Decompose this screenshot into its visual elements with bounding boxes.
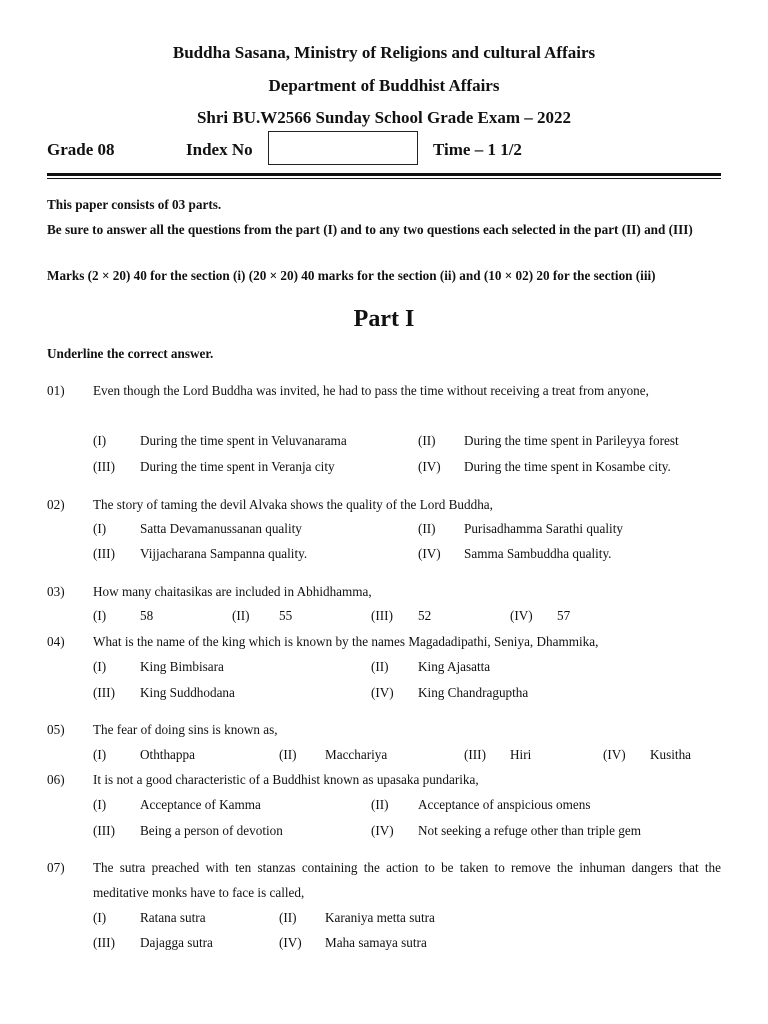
- option-text[interactable]: During the time spent in Veranja city: [140, 459, 335, 474]
- option-text[interactable]: Samma Sambuddha quality.: [464, 546, 612, 561]
- option-text[interactable]: Not seeking a refuge other than triple gem: [418, 823, 642, 838]
- option-label: (III): [371, 608, 393, 623]
- question-number: 06): [47, 772, 65, 787]
- option-label: (IV): [418, 546, 441, 561]
- header-ministry: Buddha Sasana, Ministry of Religions and cultural Affairs: [172, 43, 596, 62]
- directive: Underline the correct answer.: [47, 346, 214, 361]
- time-label: Time – 1 1/2: [433, 140, 522, 159]
- question-stem: The sutra preached with ten stanzas containing the action to be taken to remove the inhuman dangers that the meditative monks have to face is called,: [93, 860, 721, 900]
- option-label: (IV): [418, 459, 441, 474]
- option-label: (II): [418, 521, 436, 536]
- instruction-answer: Be sure to answer all the questions from the part (I) and to any two questions each selected in the part (II) and (III): [47, 222, 693, 237]
- question-number: 01): [47, 383, 65, 398]
- question-number: 02): [47, 497, 65, 512]
- question-number: 05): [47, 722, 65, 737]
- option-label: (II): [371, 659, 389, 674]
- option-label: (II): [371, 797, 389, 812]
- header-department: Department of Buddhist Affairs: [268, 76, 500, 95]
- option-label: (IV): [279, 935, 302, 950]
- option-label: (I): [93, 608, 107, 623]
- option-label: (I): [93, 910, 107, 925]
- option-text[interactable]: Maha samaya sutra: [325, 935, 427, 950]
- option-text[interactable]: Ratana sutra: [140, 910, 206, 925]
- option-text[interactable]: During the time spent in Veluvanarama: [140, 433, 347, 448]
- question-stem: It is not a good characteristic of a Buddhist known as upasaka pundarika,: [93, 772, 479, 787]
- instruction-parts: This paper consists of 03 parts.: [47, 197, 222, 212]
- option-label: (III): [464, 747, 486, 762]
- question-stem: The story of taming the devil Alvaka shows the quality of the Lord Buddha,: [93, 497, 493, 512]
- option-label: (III): [93, 823, 115, 838]
- option-text[interactable]: 55: [279, 608, 293, 623]
- option-label: (II): [279, 747, 297, 762]
- question-stem: The fear of doing sins is known as,: [93, 722, 278, 737]
- option-label: (IV): [510, 608, 533, 623]
- option-text[interactable]: Dajagga sutra: [140, 935, 213, 950]
- option-label: (III): [93, 546, 115, 561]
- question-number: 07): [47, 860, 65, 875]
- option-label: (III): [93, 459, 115, 474]
- option-text[interactable]: Vijjacharana Sampanna quality.: [140, 546, 308, 561]
- question-number: 03): [47, 584, 65, 599]
- part-title: Part I: [353, 306, 415, 332]
- option-label: (II): [418, 433, 436, 448]
- option-text[interactable]: Oththappa: [140, 747, 195, 762]
- header-divider-thick: [47, 173, 721, 176]
- option-text[interactable]: Being a person of devotion: [140, 823, 283, 838]
- option-text[interactable]: Acceptance of Kamma: [140, 797, 261, 812]
- option-text[interactable]: 58: [140, 608, 154, 623]
- header-exam-title: Shri BU.W2566 Sunday School Grade Exam – 2022: [196, 108, 572, 127]
- option-label: (III): [93, 685, 115, 700]
- grade-label: Grade 08: [47, 140, 115, 159]
- option-label: (I): [93, 433, 107, 448]
- option-text[interactable]: During the time spent in Parileyya forest: [464, 433, 679, 448]
- option-label: (II): [232, 608, 250, 623]
- option-label: (I): [93, 747, 107, 762]
- option-text[interactable]: King Bimbisara: [140, 659, 224, 674]
- question-stem: What is the name of the king which is known by the names Magadadipathi, Seniya, Dhammika,: [93, 634, 599, 649]
- index-number-field[interactable]: [268, 131, 418, 165]
- option-text[interactable]: King Suddhodana: [140, 685, 235, 700]
- option-text[interactable]: 52: [418, 608, 432, 623]
- option-text[interactable]: King Ajasatta: [418, 659, 491, 674]
- question-stem: Even though the Lord Buddha was invited, he had to pass the time without receiving a treat from anyone,: [93, 383, 649, 398]
- option-text[interactable]: Acceptance of anspicious omens: [418, 797, 591, 812]
- option-text[interactable]: Hiri: [510, 747, 532, 762]
- option-label: (IV): [371, 685, 394, 700]
- question-number: 04): [47, 634, 65, 649]
- option-label: (III): [93, 935, 115, 950]
- option-text[interactable]: King Chandraguptha: [418, 685, 529, 700]
- option-text[interactable]: Karaniya metta sutra: [325, 910, 435, 925]
- option-label: (IV): [371, 823, 394, 838]
- question-stem: How many chaitasikas are included in Abhidhamma,: [93, 584, 372, 599]
- grade-line: [0, 130, 768, 166]
- option-label: (II): [279, 910, 297, 925]
- option-text[interactable]: During the time spent in Kosambe city.: [464, 459, 671, 474]
- index-label: Index No: [186, 140, 253, 159]
- option-text[interactable]: Macchariya: [325, 747, 388, 762]
- header-divider-thin: [47, 178, 721, 179]
- option-label: (I): [93, 659, 107, 674]
- option-label: (I): [93, 521, 107, 536]
- option-text[interactable]: 57: [557, 608, 571, 623]
- option-text[interactable]: Kusitha: [650, 747, 692, 762]
- option-label: (I): [93, 797, 107, 812]
- option-text[interactable]: Purisadhamma Sarathi quality: [464, 521, 623, 536]
- instruction-marks: Marks (2 × 20) 40 for the section (i) (20 × 20) 40 marks for the section (ii) and (10 × 02) 20 for the section (iii): [47, 268, 656, 283]
- option-text[interactable]: Satta Devamanussanan quality: [140, 521, 302, 536]
- option-label: (IV): [603, 747, 626, 762]
